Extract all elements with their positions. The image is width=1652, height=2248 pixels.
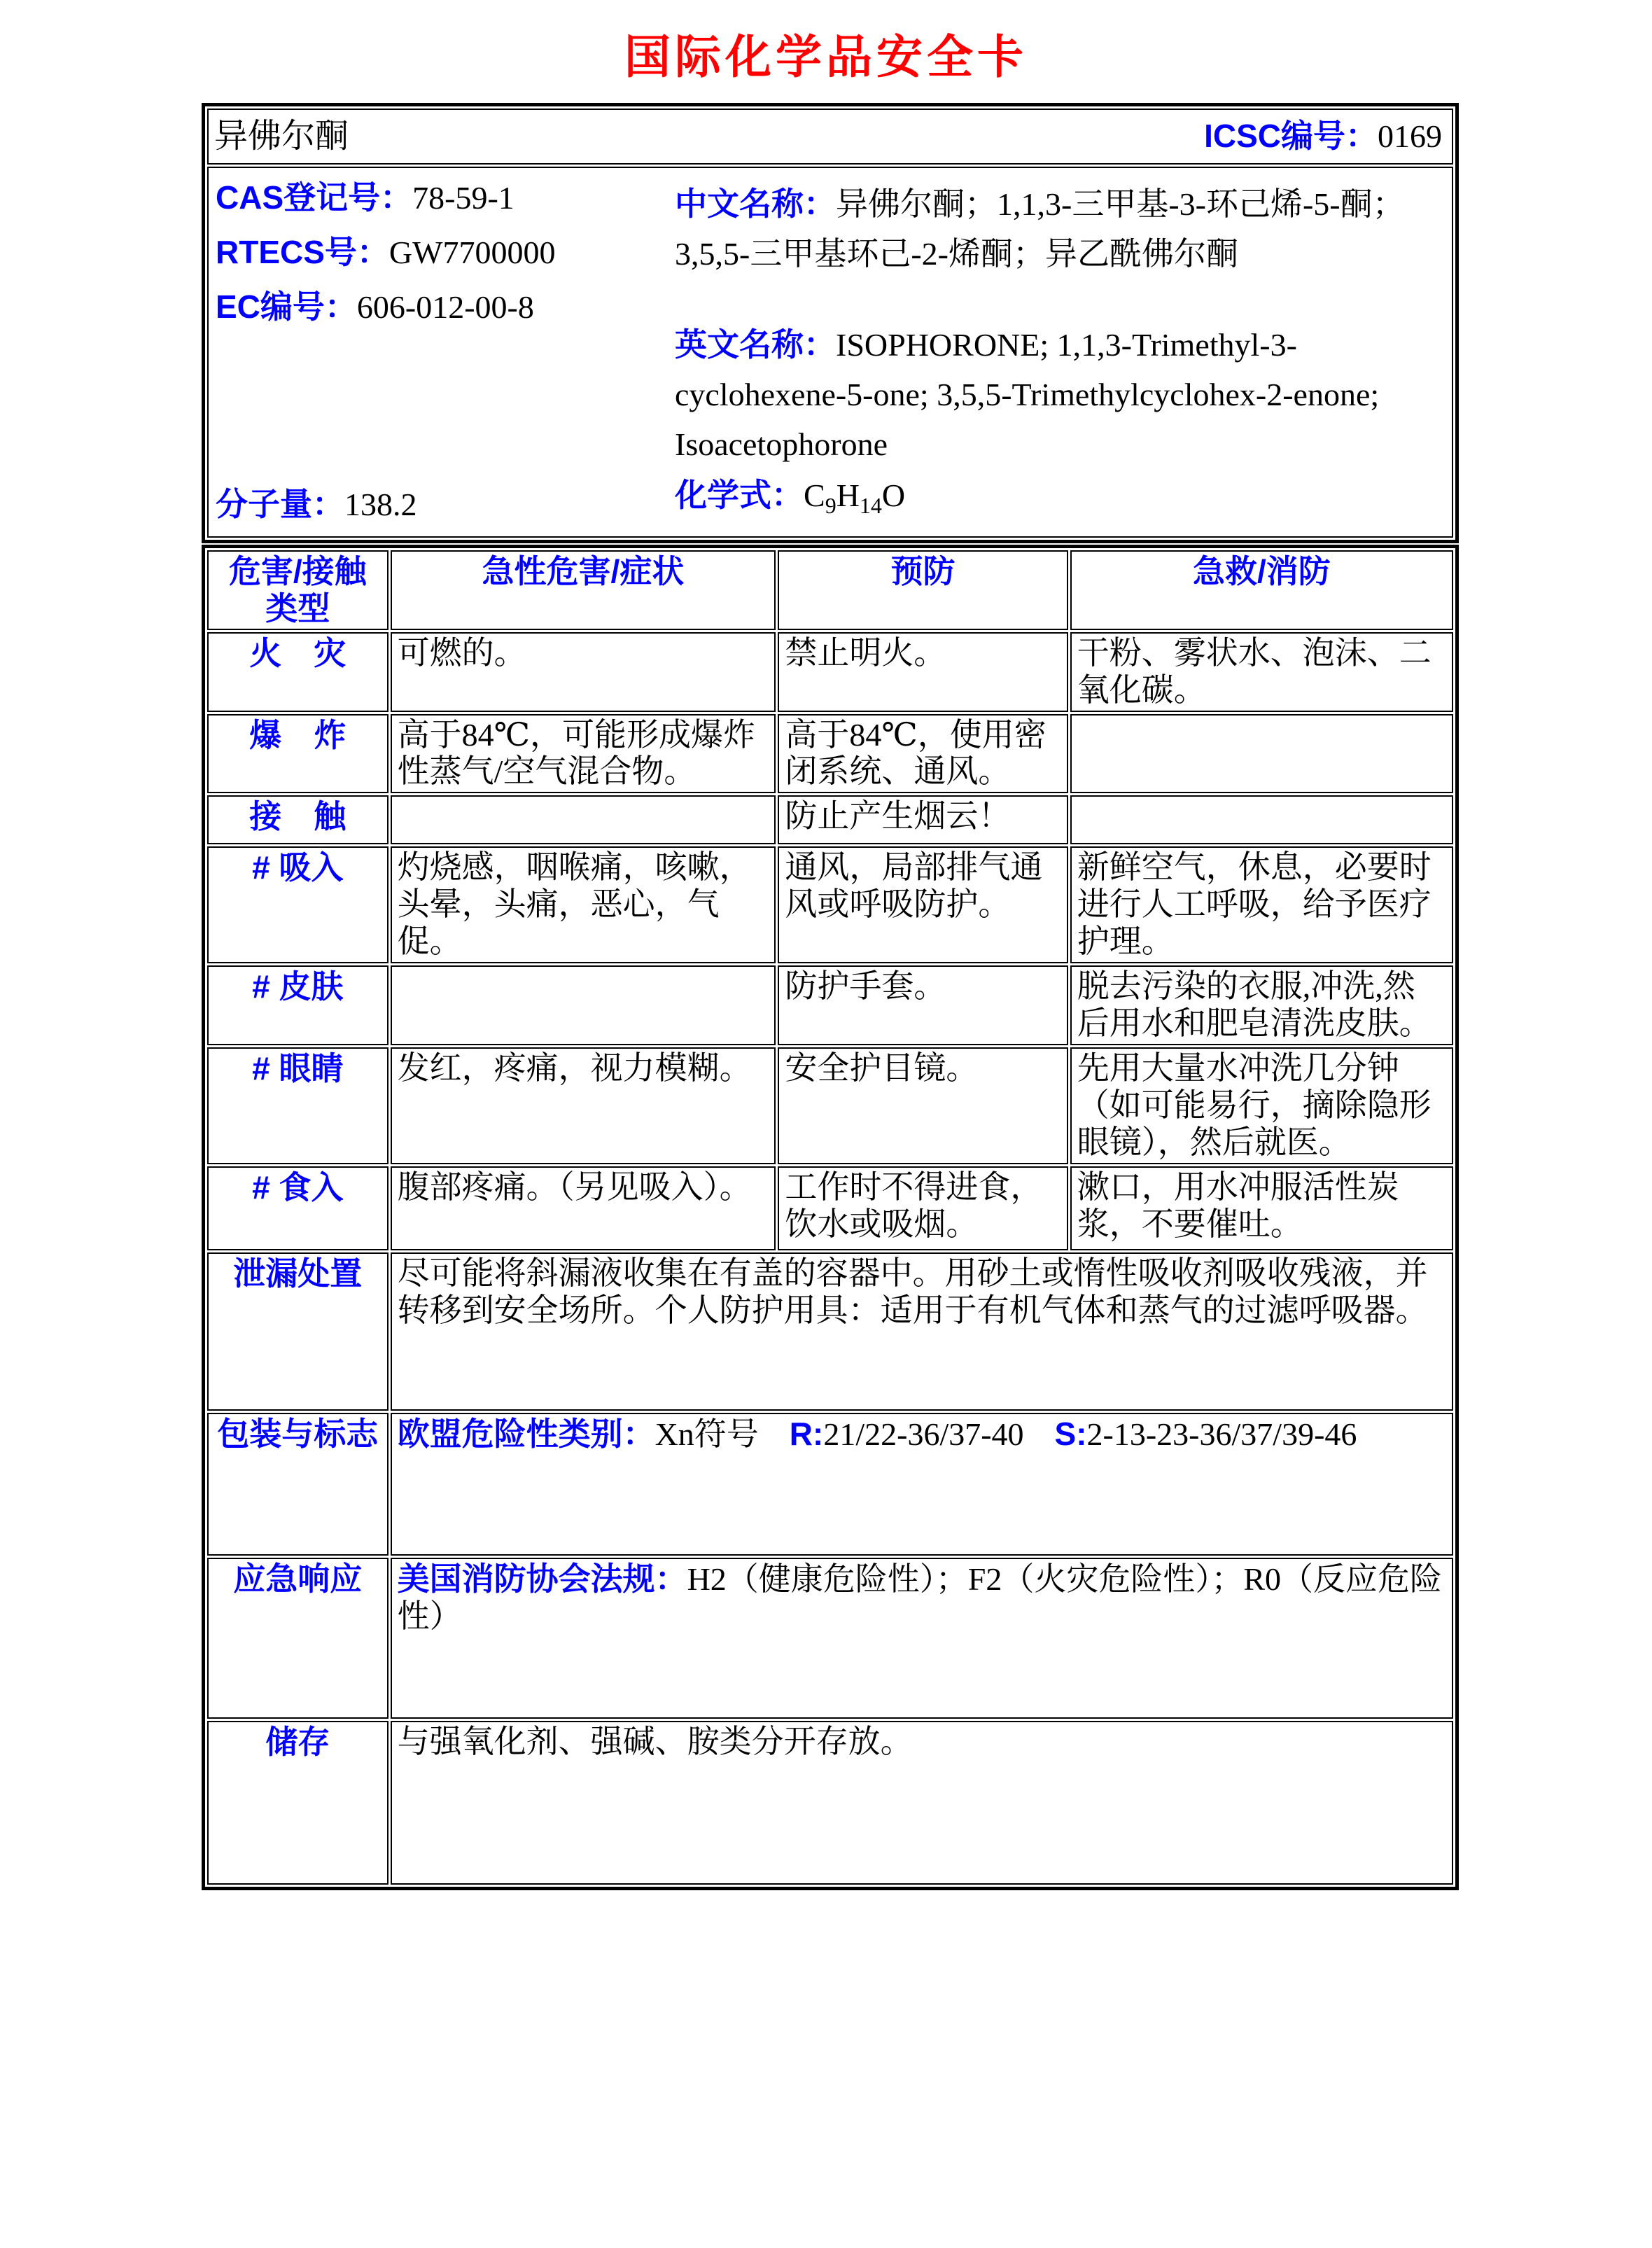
- registry-ids-column: [214, 169, 662, 535]
- skin-label: # 皮肤: [207, 965, 388, 1045]
- skin-response: 脱去污染的衣服,冲洗,然后用水和肥皂清洗皮肤。: [1070, 965, 1453, 1045]
- eyes-symptoms: 发红，疼痛，视力模糊。: [391, 1047, 776, 1164]
- s-phrases-label: S:: [1054, 1415, 1087, 1452]
- molecular-weight-value: 138.2: [344, 487, 417, 523]
- ingestion-response: 漱口，用水冲服活性炭浆，不要催吐。: [1070, 1166, 1453, 1250]
- inhalation-symptoms: 灼烧感，咽喉痛，咳嗽，头晕，头痛，恶心，气促。: [391, 846, 776, 963]
- chinese-name-label: 中文名称：: [675, 186, 836, 222]
- table-row-eyes: [207, 1047, 1453, 1164]
- identification-table: [202, 103, 1459, 543]
- inhalation-prevention: 通风，局部排气通风或呼吸防护。: [778, 846, 1068, 963]
- ingestion-symptoms: 腹部疼痛。（另见吸入）。: [391, 1166, 776, 1250]
- inhalation-response: 新鲜空气，休息，必要时进行人工呼吸，给予医疗护理。: [1070, 846, 1453, 963]
- chemical-formula-line: [675, 470, 1446, 524]
- icsc-number: 0169: [1378, 118, 1442, 155]
- ingestion-label: # 食入: [207, 1166, 388, 1250]
- inhalation-label: # 吸入: [207, 846, 388, 963]
- r-phrases-value: 21/22-36/37-40: [823, 1416, 1024, 1452]
- icsc-number-group: [1204, 118, 1446, 155]
- chinese-name-paragraph: [675, 179, 1446, 279]
- eu-hazard-class-label: 欧盟危险性类别：: [397, 1415, 655, 1452]
- packaging-labeling-label: 包装与标志: [207, 1413, 388, 1556]
- header-prevention: 预防: [778, 550, 1068, 630]
- exposure-response: [1070, 795, 1453, 844]
- explosion-response: [1070, 714, 1453, 794]
- cas-value: 78-59-1: [412, 180, 514, 216]
- ec-value: 606-012-00-8: [356, 288, 534, 325]
- table-row-emergency-response: [207, 1558, 1453, 1719]
- ec-label: EC编号：: [216, 288, 357, 325]
- explosion-prevention: 高于84℃，使用密闭系统、通风。: [778, 714, 1068, 794]
- packaging-labeling-content: [391, 1413, 1453, 1556]
- rtecs-number-line: [216, 234, 662, 272]
- identifiers-names-cell: [207, 167, 1453, 538]
- nfpa-code-label: 美国消防协会法规：: [397, 1560, 687, 1597]
- header-symptoms: 急性危害/症状: [391, 550, 776, 630]
- exposure-prevention: 防止产生烟云！: [778, 795, 1068, 844]
- table-row-explosion: [207, 714, 1453, 794]
- explosion-label: 爆 炸: [207, 714, 388, 794]
- eyes-prevention: 安全护目镜。: [778, 1047, 1068, 1164]
- r-phrases-label: R:: [789, 1415, 824, 1452]
- table-row-packaging-labeling: [207, 1413, 1453, 1556]
- fire-symptoms: 可燃的。: [391, 632, 776, 712]
- ec-number-line: [216, 288, 662, 326]
- skin-symptoms: [391, 965, 776, 1045]
- ingestion-prevention: 工作时不得进食，饮水或吸烟。: [778, 1166, 1068, 1250]
- english-name-paragraph: [675, 320, 1446, 470]
- cas-number-line: [216, 179, 662, 217]
- header-hazard-type: 危害/接触类型: [207, 550, 388, 630]
- substance-name: 异佛尔酮: [214, 118, 349, 155]
- molecular-weight-label: 分子量：: [216, 486, 344, 523]
- hazards-header-row: [207, 550, 1453, 630]
- emergency-response-content: [391, 1558, 1453, 1719]
- fire-response: 干粉、雾状水、泡沫、二氧化碳。: [1070, 632, 1453, 712]
- safety-card: [202, 103, 1459, 1890]
- table-row-inhalation: [207, 846, 1453, 963]
- english-name-label: 英文名称：: [675, 326, 836, 363]
- cas-label: CAS登记号：: [216, 179, 413, 216]
- table-row-ingestion: [207, 1166, 1453, 1250]
- page-title: 国际化学品安全卡: [624, 32, 1028, 83]
- molecular-weight-line: [216, 486, 662, 524]
- fire-prevention: 禁止明火。: [778, 632, 1068, 712]
- nfpa-code-value: H2（健康危险性）；F2（火灾危险性）；R0（反应危险性）: [397, 1561, 1443, 1634]
- header-response: 急救/消防: [1070, 550, 1453, 630]
- emergency-response-label: 应急响应: [207, 1558, 388, 1719]
- chinese-name-value: 异佛尔酮；1,1,3-三甲基-3-环己烯-5-酮；3,5,5-三甲基环己-2-烯酮；异乙酰佛尔酮: [675, 186, 1405, 272]
- explosion-symptoms: 高于84℃，可能形成爆炸性蒸气/空气混合物。: [391, 714, 776, 794]
- s-phrases-value: 2-13-23-36/37/39-46: [1086, 1416, 1357, 1452]
- icsc-label: ICSC编号：: [1204, 118, 1378, 155]
- rtecs-label: RTECS号：: [216, 233, 389, 270]
- storage-content: 与强氧化剂、强碱、胺类分开存放。: [391, 1721, 1453, 1885]
- english-name-value: ISOPHORONE; 1,1,3-Trimethyl-3-cyclohexene-5-one; 3,5,5-Trimethylcyclohex-2-enone; Isoacetophorone: [675, 326, 1380, 463]
- table-row-storage: [207, 1721, 1453, 1885]
- spill-disposal-content: 尽可能将斜漏液收集在有盖的容器中。用砂土或惰性吸收剂吸收残液，并转移到安全场所。个人防护用具：适用于有机气体和蒸气的过滤呼吸器。: [391, 1252, 1453, 1411]
- skin-prevention: 防护手套。: [778, 965, 1068, 1045]
- eu-hazard-class-value: Xn符号: [654, 1416, 759, 1452]
- fire-label: 火 灾: [207, 632, 388, 712]
- exposure-symptoms: [391, 795, 776, 844]
- table-row-exposure: [207, 795, 1453, 844]
- rtecs-value: GW7700000: [388, 234, 556, 270]
- table-row-skin: [207, 965, 1453, 1045]
- spill-disposal-label: 泄漏处置: [207, 1252, 388, 1411]
- storage-label: 储存: [207, 1721, 388, 1885]
- name-icsc-row: [207, 109, 1453, 165]
- table-row-fire: [207, 632, 1453, 712]
- exposure-label: 接 触: [207, 795, 388, 844]
- chemical-formula-label: 化学式：: [675, 477, 804, 514]
- hazards-table: [202, 545, 1459, 1890]
- eyes-label: # 眼睛: [207, 1047, 388, 1164]
- chemical-formula-value: $C_9H_{14}O$: [804, 477, 906, 519]
- eyes-response: 先用大量水冲洗几分钟（如可能易行，摘除隐形眼镜），然后就医。: [1070, 1047, 1453, 1164]
- table-row-spill-disposal: [207, 1252, 1453, 1411]
- chemical-names-column: [662, 169, 1446, 535]
